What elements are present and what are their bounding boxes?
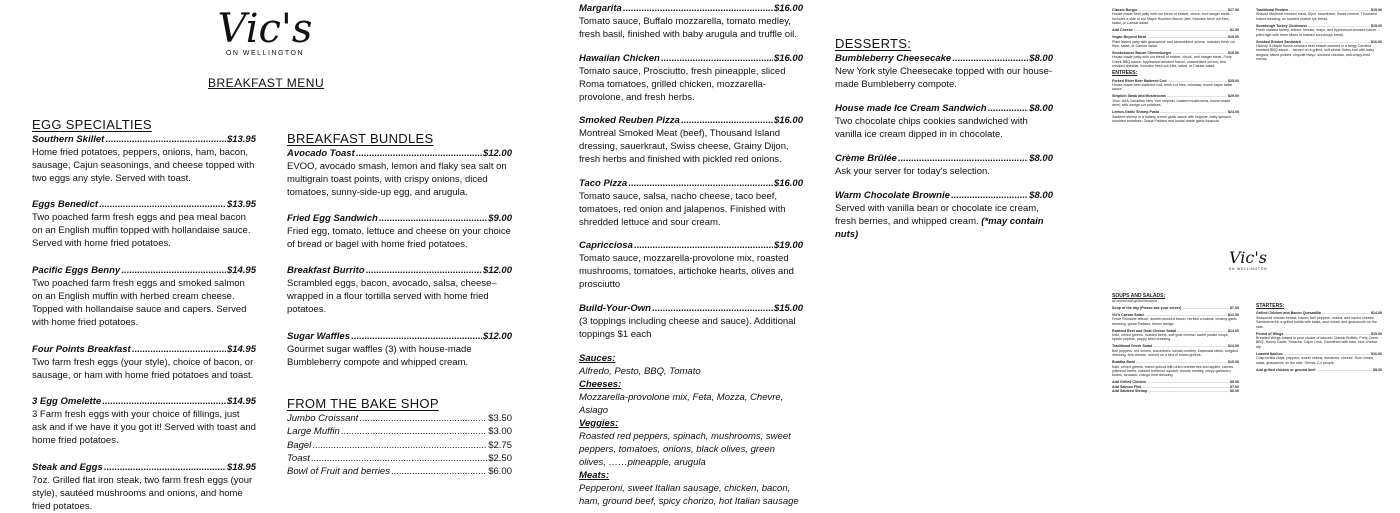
logo-subtitle: ON WELLINGTON xyxy=(225,50,305,57)
item-description: Scrambled eggs, bacon, avocado, salsa, cheese– wrapped in a flour tortilla served with home fried potatoes. xyxy=(287,278,497,315)
item-name: Toast xyxy=(287,452,310,464)
menu-item xyxy=(287,264,512,316)
option-text: Roasted red peppers, spinach, mushrooms, sweet peppers, tomatoes, onions, black olives, green olives, ……pineapple, arugula xyxy=(579,431,791,468)
option-label: Sauces: xyxy=(579,353,616,364)
item-price: $3.50 xyxy=(488,413,512,424)
menu-item xyxy=(287,212,512,251)
thumb-item: Vic's Caesar Salad ..... $12.00 Fresh Romaine lettuce, double-smoked bacon, herbed croutons, creamy garlic dressing, grana Padano, lemon wedge. xyxy=(1112,313,1239,326)
option-text: Alfredo, Pesto, BBQ, Tomato xyxy=(579,366,701,377)
item-description: Tomato sauce, Prosciutto, fresh pineapple, sliced Roma tomatoes, grilled chicken, mozzarella-provolone, and fresh herbs. xyxy=(579,66,786,103)
item-name: Southern Skillet xyxy=(32,134,105,145)
thumb-logo-script xyxy=(1212,248,1284,266)
item-price: $16.00 xyxy=(773,3,803,14)
logo-script-graphic xyxy=(210,0,320,50)
bake-item xyxy=(287,412,512,425)
thumb-heading: STARTERS: xyxy=(1256,303,1285,309)
item-name: Margarita xyxy=(579,3,622,14)
item-name: Build-Your-Own xyxy=(579,303,651,314)
item-price: $18.95 xyxy=(226,462,256,473)
item-name: Four Points Breakfast xyxy=(32,344,131,355)
item-price: $16.00 xyxy=(773,53,803,64)
item-price: $13.95 xyxy=(226,199,256,210)
item-price: $15.00 xyxy=(773,303,803,314)
menu-item xyxy=(835,189,1053,241)
bake-item xyxy=(287,452,512,465)
item-price: $19.00 xyxy=(773,240,803,251)
option-label: Meats: xyxy=(579,470,610,481)
menu-item xyxy=(32,395,256,447)
option-label: Cheeses: xyxy=(579,379,622,390)
thumb-item: Grilled Chicken and Bacon Quesadilla ..... $14.00 Seasoned chicken breast, bacon, bell peppers, onions, and nacho cheese. Sandwiched in a grilled tortilla with salsa, sour cream and guacamole on the side. xyxy=(1256,311,1382,329)
thumb-right-column xyxy=(1256,8,1382,64)
item-description: Two farm fresh eggs (your style), choice of bacon, or sausage, or ham with home fried potatoes and toast. xyxy=(32,357,254,381)
thumb-logo-sub: ON WELLINGTON xyxy=(1228,267,1268,272)
menu-thumbnail-top xyxy=(1112,8,1382,226)
item-price: $12.00 xyxy=(482,265,512,276)
menu-item xyxy=(835,52,1053,91)
thumb-item: Traditional Reuben ..... $15.00 Shaved Montreal smoked meat, Dijon, sauerkraut, Swiss cheese, Thousand Island dressing, on toasted marble rye bread. xyxy=(1256,8,1382,21)
menu-thumbnail-bottom xyxy=(1112,248,1382,498)
thumb-heading: SOUPS AND SALADS: xyxy=(1112,293,1166,299)
item-description: New York style Cheesecake topped with our house-made Bumbleberry compote. xyxy=(835,66,1053,90)
logo-script-text: Vic's xyxy=(217,6,313,50)
menu-item xyxy=(579,52,803,104)
item-price: $9.00 xyxy=(488,213,512,224)
thumb-item: Sourdough Turkey Clubhouse ..... $15.00 Fresh roasted turkey, lettuce, tomato, mayo, and Applewood-smoked bacon… piled high with three slices of toasted sourdough bread. xyxy=(1256,24,1382,37)
thumb-item: Smokehouse Bacon Cheeseburger ..... $18.00 House-made patty with our blend of brisket, chuck, and hanger steak. Forty Creek BBQ sauce, Applewood-smoked bacon, caramelized onions, and smoked cheddar. Includes fresh cut fries, salad, or Caesar salad. xyxy=(1112,51,1239,69)
item-name: Sugar Waffles xyxy=(287,331,351,342)
item-name: Avocado Toast xyxy=(287,148,355,159)
thumb-left-column xyxy=(1112,8,1239,126)
option-text: Pepperoni, sweet Italian sausage, chicken, bacon, ham, ground beef, spicy chorizo, hot Italian sausage xyxy=(579,483,799,507)
thumb-addon: Add Sautéed Shrimp ..... $6.00 xyxy=(1112,389,1239,393)
item-price: $14.95 xyxy=(226,396,256,407)
item-name: Breakfast Burrito xyxy=(287,265,365,276)
thumb-item: Forked River Beer Battered Cod ..... $25.00 House-made beer-battered cod, fresh cut fries, coleslaw, house caper tartar sauce. xyxy=(1112,79,1239,92)
vics-logo xyxy=(210,0,320,66)
item-description: Tomato sauce, mozzarella-provolone mix, roasted mushrooms, tomatoes, artichoke hearts, olives and prosciutto xyxy=(579,253,794,290)
item-price: $16.00 xyxy=(773,178,803,189)
menu-item xyxy=(287,330,512,369)
thumb-item: Striploin Steak and Mushrooms ..... $29.00 10oz. AAA Canadian New York striploin, roasted mushrooms, house-made demi, with wedge-cut potatoes. xyxy=(1112,94,1239,107)
item-price: $14.95 xyxy=(226,344,256,355)
item-price: $16.00 xyxy=(773,115,803,126)
item-price: $8.00 xyxy=(1029,53,1053,64)
thumb-logo-text: Vic's xyxy=(1229,248,1267,266)
desserts-heading: DESSERTS: xyxy=(835,36,912,51)
option-text: Mozzarella-provolone mix, Feta, Mozza, Chevre, Asiago xyxy=(579,392,784,416)
thumb-logo xyxy=(1212,248,1284,272)
item-name: Steak and Eggs xyxy=(32,462,103,473)
item-description: 3 Farm fresh eggs with your choice of fillings, just ask and if we have it you got it! Served with toast and home fried potatoes. xyxy=(32,409,256,446)
item-price: $13.95 xyxy=(226,134,256,145)
item-description: Served with vanilla bean or chocolate ice cream, fresh berries, and whipped cream. xyxy=(835,203,1039,227)
item-name: Eggs Benedict xyxy=(32,199,98,210)
item-name: 3 Egg Omelette xyxy=(32,396,102,407)
bake-shop-list xyxy=(287,412,512,478)
menu-item xyxy=(32,461,256,513)
egg-specialties-heading: EGG SPECIALTIES xyxy=(32,117,152,132)
item-description: Ask your server for today's selection. xyxy=(835,166,990,177)
thumb-addon: Add Salmon Filet ..... $7.00 xyxy=(1112,385,1239,389)
thumb-item: Pound of Wings ..... $15.00 Breaded Wings tossed in your choice of sauces: Classic Buffalo, Forty Creek BBQ, Honey Garlic, Sriracha, Cajun Lime. Garnished with slaw, blue cheese dip. xyxy=(1256,332,1382,350)
item-description: (3 toppings including cheese and sauce). Additional toppings $1 each xyxy=(579,316,796,340)
thumb-heading: ENTREES: xyxy=(1112,70,1138,77)
thumb-item: Lemon-Garlic Shrimp Pasta ..... $24.00 Sautéed shrimp in a buttery lemon garlic sauce with linguine, baby spinach, sundried tomatoes, Grana Padano and house-made garlic focaccia. xyxy=(1112,110,1239,123)
item-description: EVOO, avocado smash, lemon and flaky sea salt on multigrain toast points, with crispy onions, diced tomatoes, sunny-side-up egg, and arugula. xyxy=(287,161,507,198)
menu-item xyxy=(579,177,803,229)
breakfast-bundles-heading: BREAKFAST BUNDLES xyxy=(287,131,434,146)
breakfast-menu-title: BREAKFAST MENU xyxy=(208,76,325,90)
thumb-item: Classic Burger ..... $17.00 House-made beef patty with our blend of brisket, chuck, and hanger steak. Includes a side of our Maple Bourbon Bacon Jam. Includes fresh cut fries, salad, or Caesar salad. xyxy=(1112,8,1239,26)
thumb-subheading: all served with grilled focaccia xyxy=(1112,299,1157,304)
item-name: Jumbo Croissant xyxy=(287,413,359,424)
item-description: 7oz. Grilled flat iron steak, two farm fresh eggs (your style), sautéed mushrooms and onions, and home fried potatoes. xyxy=(32,475,253,512)
item-price: $14.95 xyxy=(226,265,256,276)
menu-item xyxy=(835,102,1053,141)
menu-item xyxy=(32,343,256,382)
item-name: Bagel xyxy=(287,439,312,451)
item-description: Home fried potatoes, peppers, onions, ham, bacon, sausage, Cajun seasonings, and cheese topped with two eggs any style. Served with toast. xyxy=(32,147,255,184)
item-price: $8.00 xyxy=(1029,190,1053,201)
item-description: Two poached farm fresh eggs and pea meal bacon on an English muffin topped with hollandaise sauce. Served with home fried potatoes. xyxy=(32,212,251,249)
thumb-starters-column xyxy=(1256,302,1382,372)
menu-item xyxy=(32,133,256,185)
thumb-item: Traditional Greek Salad ..... $14.00 Bell peppers, red onions, cucumbers, tomato medley, Kalamata olives, oregano dressing, feta cheese, served on a bed of mixed greens. xyxy=(1112,344,1239,357)
menu-item xyxy=(835,152,1053,178)
item-price: $8.00 xyxy=(1029,103,1053,114)
item-name: Smoked Reuben Pizza xyxy=(579,115,680,126)
pizza-options xyxy=(579,352,803,508)
thumb-item: Soup of the day (Please ask your server) ..... $7.00 xyxy=(1112,306,1239,310)
bake-item xyxy=(287,425,512,438)
item-description: Gourmet sugar waffles (3) with house-made Bumbleberry compote and whipped cream. xyxy=(287,344,472,368)
item-name: Warm Chocolate Brownie xyxy=(835,190,950,201)
item-name: Bumbleberry Cheesecake xyxy=(835,53,952,64)
thumb-item: Buddha Bowl ..... $15.00 Kale, mixed greens, mixed quinoa with dried cranberries and apples, carrots, julienned beets, roasted butternut squash, tomato medley, crispy garbanzo beans, avocado, mango lime dressing. xyxy=(1112,360,1239,378)
item-price: $2.75 xyxy=(488,439,512,451)
option-label: Veggies: xyxy=(579,418,619,429)
item-name: House made Ice Cream Sandwich xyxy=(835,103,987,114)
thumb-addon: Add grilled chicken or ground beef ..... $5.00 xyxy=(1256,368,1382,372)
item-name: Pacific Eggs Benny xyxy=(32,265,121,276)
menu-item xyxy=(579,239,803,291)
menu-item xyxy=(32,198,256,250)
bake-item xyxy=(287,465,512,478)
item-price: $2.50 xyxy=(488,452,512,464)
item-price: $6.00 xyxy=(488,466,512,478)
menu-item xyxy=(32,264,256,329)
item-description: Montreal Smoked Meat (beef), Thousand Island dressing, sauerkraut, Swiss cheese, Grainy Dijon, fresh herbs and finished with pickled red onions. xyxy=(579,128,789,165)
thumb-item: Vegan Beyond Meat ..... $19.00 Plant based patty with guacamole and caramelized onions. Includes fresh cut fries, salad, or Caesar salad. xyxy=(1112,35,1239,48)
item-price: $3.00 xyxy=(488,426,512,438)
thumb-item: Smoked Brisket Sandwich ..... $16.00 Hickory & Maple house-smoked beef brisket warmed in a tangy Carolina mustard BBQ sauce… served on a grilled, soft wheat Swiss bun with baby arugula, sliced pickles, chipotle mayo, smoked cheddar, and crispy-fried onions. xyxy=(1256,40,1382,62)
thumb-item: Add Cheese ..... $1.00 xyxy=(1112,28,1239,32)
item-description: Tomato sauce, salsa, nacho cheese, taco beef, tomatoes, red onion and jalapenos. Finished with shredded lettuce and sour cream. xyxy=(579,191,786,228)
item-name: Taco Pizza xyxy=(579,178,628,189)
allergy-note: (*may contain nuts) xyxy=(835,216,1044,240)
bake-item xyxy=(287,439,512,452)
menu-item xyxy=(287,147,512,199)
menu-item xyxy=(579,2,803,41)
menu-item xyxy=(579,114,803,166)
item-name: Fried Egg Sandwich xyxy=(287,213,378,224)
item-description: Two poached farm fresh eggs and smoked salmon on an English muffin with herbed cream cheese. Topped with hollandaise sauce and capers. Served with home fried potatoes. xyxy=(32,278,247,328)
thumb-item: Roasted Beet and Goat Cheese Salad ..... $14.00 Kale, mixed greens, roasted beets, soft goat cheese, sweet potato crisps, spiced pepitas, poppy seed dressing. xyxy=(1112,329,1239,342)
item-price: $8.00 xyxy=(1029,153,1053,164)
item-description: Fried egg, tomato, lettuce and cheese on your choice of bread or bagel with home fried potatoes. xyxy=(287,226,511,250)
item-name: Crème Brûlée xyxy=(835,153,897,164)
item-price: $12.00 xyxy=(482,331,512,342)
menu-item xyxy=(579,302,803,341)
item-name: Bowl of Fruit and berries xyxy=(287,466,390,478)
bake-shop-heading: FROM THE BAKE SHOP xyxy=(287,396,439,411)
item-name: Capricciosa xyxy=(579,240,633,251)
thumb-item: Loaded Nachos ..... $16.00 Crisp tortilla chips, peppers, sweet onions, tomatoes, cheese. Sour cream, salsa, guacamole on the side. Serves 2-4 people. xyxy=(1256,352,1382,365)
item-price: $12.00 xyxy=(482,148,512,159)
item-name: Large Muffin xyxy=(287,426,340,438)
thumb-soups-column xyxy=(1112,292,1239,394)
thumb-addon: Add Grilled Chicken ..... $5.00 xyxy=(1112,380,1239,384)
item-description: Tomato sauce, Buffalo mozzarella, tomato medley, fresh basil, finished with baby arugula and truffle oil. xyxy=(579,16,797,40)
item-name: Hawaiian Chicken xyxy=(579,53,660,64)
item-description: Two chocolate chips cookies sandwiched with vanilla ice cream dipped in in chocolate. xyxy=(835,116,1028,140)
